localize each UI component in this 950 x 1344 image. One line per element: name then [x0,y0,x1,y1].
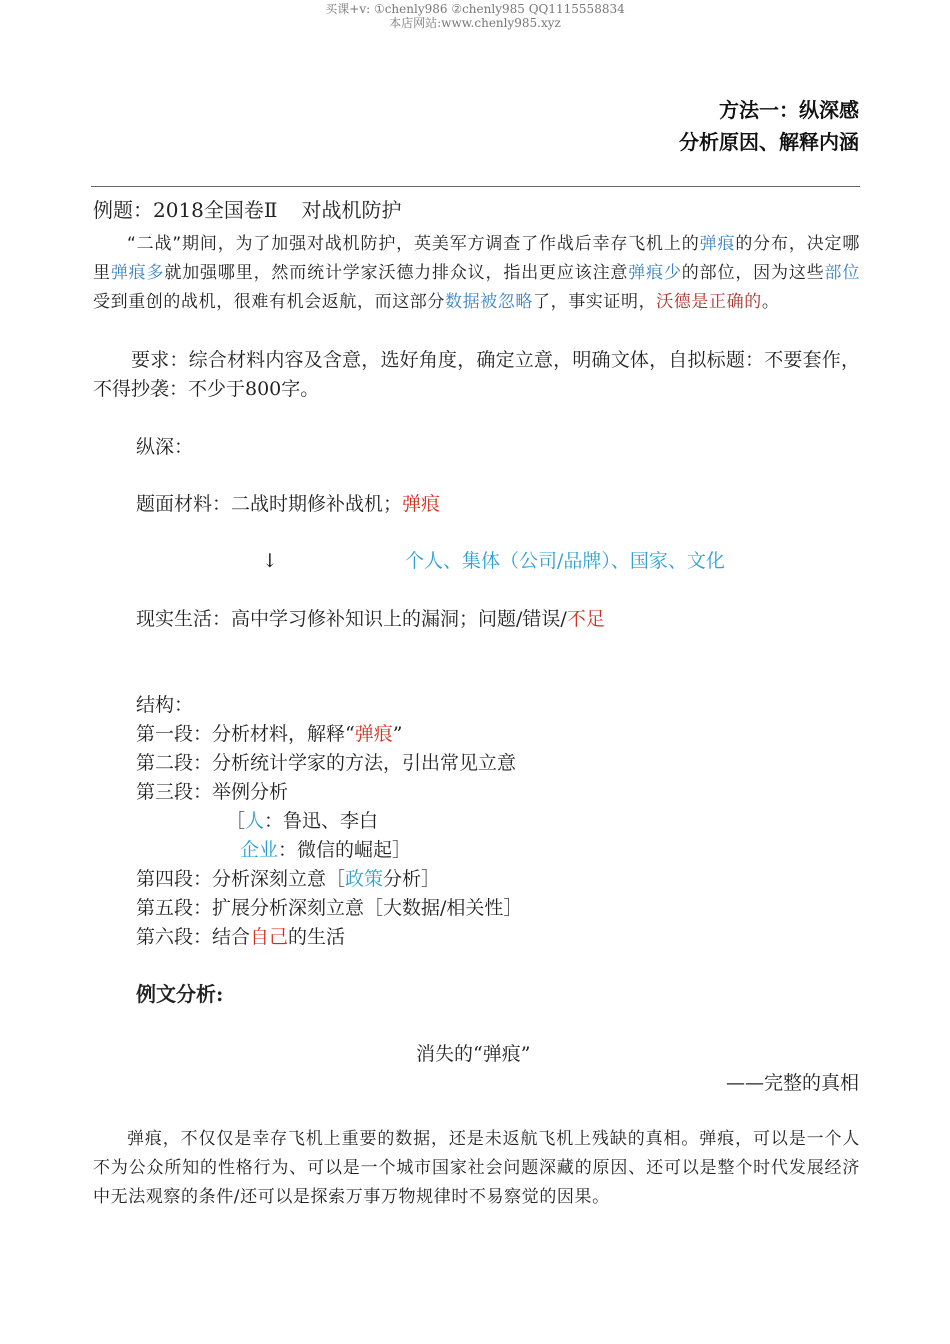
p1-quote: ” [392,723,403,745]
p4-key: 政策 [345,868,384,890]
watermark-line-1: 买课+v: ①chenly986 ②chenly985 QQ1115558834 [325,2,625,16]
structure-p2: 第二段：分析统计学家的方法，引出常见立意 [136,752,517,774]
essay-title: 消失的“弹痕” [416,1043,531,1065]
highlight-many-holes: 弹痕多 [110,263,165,283]
dimensions-line: 个人、集体（公司/品牌）、国家、文化 [405,550,725,572]
highlight-few-holes: 弹痕少 [628,263,682,283]
structure-p5: 第五段：扩展分析深刻立意［大数据/相关性］ [136,897,523,919]
passage-text: “二战”期间，为了加强对战机防护，英美军方调查了作战后幸存飞机上的 [127,234,700,254]
person-text: ：鲁迅、李白 [264,810,379,832]
company-key: 企业 [240,839,279,861]
p1-key: 弹痕 [354,723,393,745]
company-text: ：微信的崛起］ [278,839,412,861]
p6-text: 第六段：结合 [136,926,251,948]
example-heading [93,197,402,223]
highlight-data-ignored: 数据被忽略 [445,292,533,312]
structure-p6 [136,924,345,950]
structure-p3-company [240,837,411,863]
example-passage [93,230,860,317]
method-title: 方法一：纵深感 [719,98,859,122]
p4-suffix: 分析］ [383,868,441,890]
material-line [136,491,440,517]
p1-text: 第一段：分析材料，解释“ [136,723,355,745]
analysis-heading: 例文分析: [136,982,224,1006]
essay-body: 弹痕，不仅仅是幸存飞机上重要的数据，还是未返航飞机上残缺的真相。弹痕，可以是一个人不为公众所知的性格行为、可以是一个城市国家社会问题深藏的原因、还可以是整个时代发展经济中无法观察的条件/还可以是探索万事万物规律时不易察觉的因果。 [93,1129,860,1207]
passage-text: 受到重创的战机，很难有机会返航，而这部分 [93,292,445,312]
p6-suffix: 的生活 [288,926,346,948]
structure-p4 [136,866,440,892]
life-text: 现实生活：高中学习修补知识上的漏洞；问题/错误/ [136,608,567,630]
requirement: 要求：综合材料内容及含意，选好角度，确定立意，明确文体，自拟标题：不要套作，不得抄袭：不少于800字。 [93,349,860,400]
material-text: 题面材料：二战时期修补战机； [136,493,403,515]
structure-p3: 第三段：举例分析 [136,781,289,803]
example-label: 例题：2018全国卷Ⅱ [93,198,278,222]
structure-p1 [136,721,402,747]
highlight-parts: 部位 [824,263,860,283]
method-subtitle: 分析原因、解释内涵 [679,130,859,154]
header-divider [91,186,860,187]
highlight-wald-correct: 沃德是正确的 [656,292,762,312]
life-line [136,606,605,632]
down-arrow-icon: ↓ [262,550,278,572]
structure-p3-person [226,808,378,834]
passage-text: 的分布，决定哪里 [93,234,861,283]
life-key: 不足 [566,608,605,630]
person-key: 人 [245,810,265,832]
passage-text: 的部位，因为这些 [681,263,825,283]
structure-label: 结构： [136,694,194,716]
example-topic: 对战机防护 [301,198,402,222]
p4-text: 第四段：分析深刻立意［ [136,868,346,890]
highlight-bullet-holes: 弹痕 [699,234,736,254]
passage-text: 就加强哪里，然而统计学家沃德力排众议，指出更应该注意 [164,263,629,283]
depth-label: 纵深： [136,436,194,458]
p6-key: 自己 [250,926,289,948]
passage-text: 。 [761,292,780,312]
bracket: ［ [226,810,246,832]
passage-text: 了，事实证明， [533,292,657,312]
watermark-line-2: 本店网站:www.chenly985.xyz [389,16,561,30]
material-key: 弹痕 [402,493,441,515]
essay-subtitle: ——完整的真相 [725,1072,859,1094]
